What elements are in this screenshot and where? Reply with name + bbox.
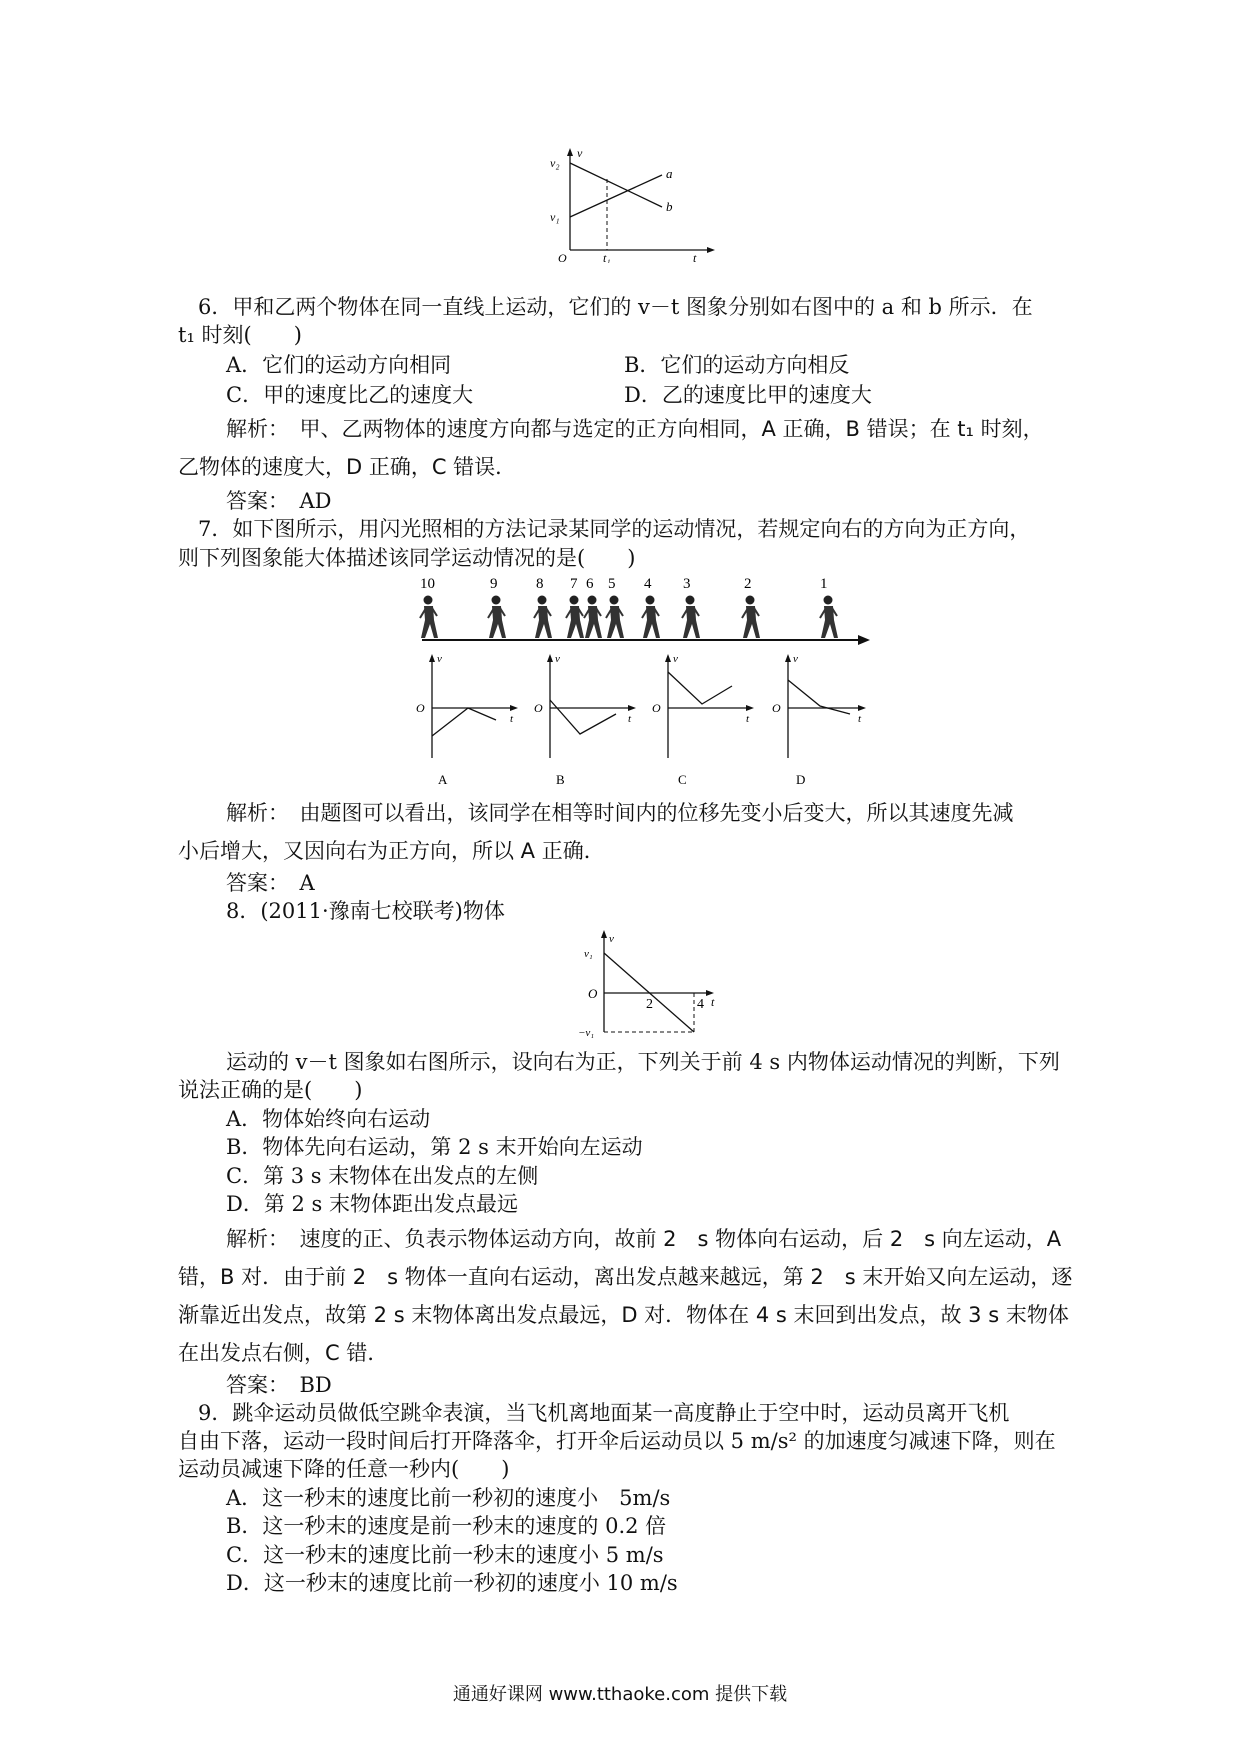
- q6-line-a-label: a: [666, 166, 673, 181]
- q8-vt-graph: [570, 928, 730, 1040]
- svg-text:t: t: [628, 713, 632, 725]
- svg-text:t: t: [510, 713, 514, 725]
- q7-graph-b: [534, 653, 636, 787]
- svg-text:t: t: [746, 713, 750, 725]
- q7-analysis-line1: 解析： 由题图可以看出，该同学在相等时间内的位移先变小后变大，所以其速度先减: [226, 801, 1014, 825]
- q6-axis-v: v: [577, 148, 583, 160]
- q8-label-v1: v₁: [584, 948, 593, 960]
- runner-figure: [820, 596, 838, 639]
- flash-number-5: 5: [608, 576, 616, 592]
- q6-analysis-line2: 乙物体的速度大，D 正确，C 错误．: [178, 455, 517, 479]
- q6-label-v1: v₁: [550, 210, 560, 224]
- svg-text:t: t: [858, 713, 862, 725]
- q9-stem-line1: 9．跳伞运动员做低空跳伞表演，当飞机离地面某一高度静止于空中时，运动员离开飞机: [198, 1401, 1010, 1425]
- svg-text:v: v: [793, 653, 798, 665]
- svg-text:v: v: [673, 653, 678, 665]
- flash-number-8: 8: [536, 576, 544, 592]
- flash-number-10: 10: [420, 576, 435, 592]
- runner-figure: [742, 596, 760, 639]
- q7-graph-d-label: D: [796, 772, 806, 787]
- q9-stem-line2: 自由下落，运动一段时间后打开降落伞，打开伞后运动员以 5 m/s² 的加速度匀减速下降，则在: [178, 1429, 1056, 1453]
- q6-origin: O: [558, 251, 567, 263]
- svg-text:O: O: [772, 701, 781, 715]
- q7-analysis-line2: 小后增大，又因向右为正方向，所以 A 正确．: [178, 839, 605, 863]
- q8-analysis-line2: 错，B 对．由于前 2 s 物体一直向右运动，离出发点越来越远，第 2 s 末开始又向左运动，逐: [178, 1265, 1073, 1289]
- q6-axis-t: t: [693, 251, 697, 263]
- svg-text:O: O: [416, 701, 425, 715]
- q8-analysis-line3: 渐靠近出发点，故第 2 s 末物体离出发点最远，D 对．物体在 4 s 末回到出发点，故 3 s 末物体: [178, 1303, 1069, 1327]
- svg-text:v: v: [555, 653, 560, 665]
- q9-option-c: C．这一秒末的速度比前一秒末的速度小 5 m/s: [226, 1543, 664, 1567]
- q6-option-b: B．它们的运动方向相反: [624, 353, 850, 377]
- q7-graph-a-label: A: [438, 772, 448, 787]
- q8-option-a: A．物体始终向右运动: [226, 1107, 431, 1131]
- q8-stem-line3: 说法正确的是( ): [178, 1078, 363, 1102]
- flash-number-4: 4: [644, 576, 652, 592]
- q8-analysis-line4: 在出发点右侧，C 错．: [178, 1341, 389, 1365]
- q8-stem-line2: 运动的 v－t 图象如右图所示，设向右为正，下列关于前 4 s 内物体运动情况的判断，下列: [226, 1050, 1060, 1074]
- q8-axis-t: t: [711, 995, 715, 1009]
- q7-stem-line1: 7．如下图所示，用闪光照相的方法记录某同学的运动情况，若规定向右的方向为正方向，: [198, 517, 1031, 541]
- q9-option-a: A．这一秒末的速度比前一秒初的速度小 5m/s: [226, 1486, 671, 1510]
- q8-axis-v: v: [609, 933, 614, 945]
- q6-vt-graph: [540, 148, 715, 263]
- q6-line-b-label: b: [666, 199, 673, 214]
- q6-stem-line1: 6．甲和乙两个物体在同一直线上运动，它们的 v－t 图象分别如右图中的 a 和 b 所示．在: [198, 295, 1033, 319]
- q7-flash-numbers: [420, 576, 828, 592]
- q8-tick-2: 2: [646, 997, 653, 1012]
- q7-stem-line2: 则下列图象能大体描述该同学运动情况的是( ): [178, 546, 636, 570]
- flash-number-2: 2: [744, 576, 752, 592]
- q6-label-v2: v₂: [550, 156, 560, 170]
- q7-option-graphs: [410, 650, 870, 790]
- q8-tick-4: 4: [697, 997, 704, 1012]
- flash-number-7: 7: [570, 576, 578, 592]
- q7-runner-figures: [420, 596, 838, 639]
- q6-option-c: C．甲的速度比乙的速度大: [226, 383, 474, 407]
- q8-label-neg-v1: −v₁: [578, 1027, 595, 1039]
- q6-analysis-line1: 解析： 甲、乙两物体的速度方向都与选定的正方向相同，A 正确，B 错误；在 t₁ 时刻，: [226, 417, 1044, 441]
- q7-answer: 答案： A: [226, 871, 315, 895]
- flash-number-3: 3: [683, 576, 691, 592]
- runner-figure: [584, 596, 602, 639]
- runner-figure: [534, 596, 552, 639]
- q6-option-a: A．它们的运动方向相同: [226, 353, 452, 377]
- q6-option-d: D．乙的速度比甲的速度大: [624, 383, 872, 407]
- svg-text:O: O: [534, 701, 543, 715]
- q9-option-d: D．这一秒末的速度比前一秒初的速度小 10 m/s: [226, 1571, 678, 1595]
- q9-stem-line3: 运动员减速下降的任意一秒内( ): [178, 1457, 510, 1481]
- flash-number-6: 6: [586, 576, 594, 592]
- runner-figure: [566, 596, 584, 639]
- page-footer: 通通好课网 www.tthaoke.com 提供下载: [452, 1684, 788, 1705]
- flash-number-9: 9: [490, 576, 498, 592]
- q7-flash-photo-strip: [410, 576, 870, 648]
- q9-option-b: B．这一秒末的速度是前一秒末的速度的 0.2 倍: [226, 1514, 667, 1538]
- q8-origin: O: [588, 986, 598, 1001]
- q8-option-b: B．物体先向右运动，第 2 s 末开始向左运动: [226, 1135, 643, 1159]
- runner-figure: [642, 596, 660, 639]
- q6-label-t1: t₁: [603, 251, 611, 263]
- q8-option-d: D．第 2 s 末物体距出发点最远: [226, 1192, 518, 1216]
- runner-figure: [488, 596, 506, 639]
- flash-number-1: 1: [820, 576, 828, 592]
- q7-graph-c: [652, 653, 754, 787]
- q7-graph-a: [416, 653, 518, 787]
- runner-figure: [682, 596, 700, 639]
- q8-analysis-line1: 解析： 速度的正、负表示物体运动方向，故前 2 s 物体向右运动，后 2 s 向左运动，A: [226, 1227, 1062, 1251]
- q6-answer: 答案： AD: [226, 489, 332, 513]
- q7-graph-c-label: C: [678, 772, 687, 787]
- q8-answer: 答案： BD: [226, 1373, 332, 1397]
- q8-option-c: C．第 3 s 末物体在出发点的左侧: [226, 1164, 539, 1188]
- q7-graph-d: [772, 653, 866, 787]
- svg-text:v: v: [437, 653, 442, 665]
- q8-stem-line1: 8．(2011·豫南七校联考)物体: [226, 899, 505, 923]
- q7-graph-b-label: B: [556, 772, 565, 787]
- runner-figure: [420, 596, 438, 639]
- svg-text:O: O: [652, 701, 661, 715]
- runner-figure: [606, 596, 624, 639]
- q6-stem-line2: t₁ 时刻( ): [178, 323, 302, 347]
